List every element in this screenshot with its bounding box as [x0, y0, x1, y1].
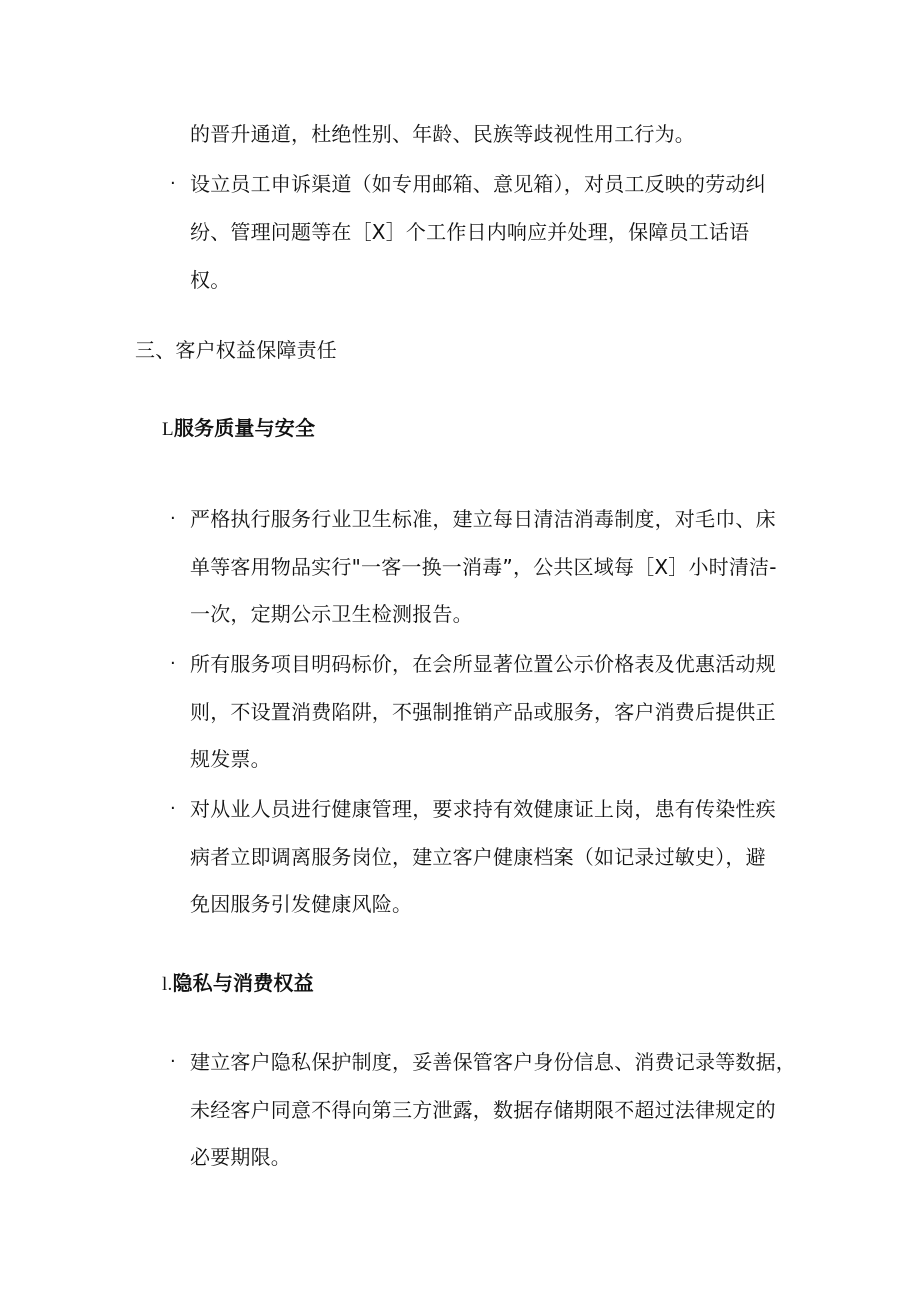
subsection-number: L — [162, 419, 174, 440]
subsection-heading — [162, 969, 314, 999]
bullet-dot: · — [170, 508, 176, 529]
paragraph-line: 纷、管理问题等在［X］个工作日内响应并处理，保障员工话语 — [190, 220, 750, 244]
subsection-title: 服务质量与安全 — [173, 416, 316, 440]
subsection-heading — [162, 414, 315, 444]
subsection-title: 隐私与消费权益 — [172, 971, 314, 995]
paragraph-line: 一次，定期公示卫生检测报告。 — [190, 602, 473, 626]
subsection-number: l. — [162, 974, 173, 995]
bullet-dot: · — [170, 653, 176, 674]
section-heading: 三、客户权益保障责任 — [135, 338, 337, 362]
paragraph-line: 严格执行服务行业卫生标准，建立每日清洁消毒制度，对毛巾、床 — [190, 507, 776, 531]
paragraph-line: 建立客户隐私保护制度，妥善保管客户身份信息、消费记录等数据， — [190, 1050, 796, 1074]
paragraph-line: 未经客户同意不得向第三方泄露，数据存储期限不超过法律规定的 — [190, 1098, 776, 1122]
paragraph-line: 则，不设置消费陷阱，不强制推销产品或服务，客户消费后提供正 — [190, 700, 776, 724]
paragraph-line: 设立员工申诉渠道（如专用邮箱、意见箱），对员工反映的劳动纠 — [190, 172, 766, 196]
bullet-dot: · — [170, 1051, 176, 1072]
paragraph-line: 单等客用物品实行"一客一换一消毒”，公共区域每［X］小时清洁- — [190, 555, 777, 579]
paragraph-line: 规发票。 — [190, 747, 271, 771]
bullet-dot: · — [170, 798, 176, 819]
paragraph-line: 权。 — [190, 268, 231, 292]
paragraph-line: 对从业人员进行健康管理，要求持有效健康证上岗，患有传染性疾 — [190, 797, 776, 821]
bullet-dot: · — [170, 173, 176, 194]
paragraph-line: 免因服务引发健康风险。 — [190, 892, 413, 916]
paragraph-line: 所有服务项目明码标价，在会所显著位置公示价格表及优惠活动规 — [190, 652, 776, 676]
paragraph-line: 的晋升通道，杜绝性别、年龄、民族等歧视性用工行为。 — [190, 122, 695, 146]
paragraph-line: 必要期限。 — [190, 1145, 291, 1169]
paragraph-line: 病者立即调离服务岗位，建立客户健康档案（如记录过敏史），避 — [190, 845, 766, 869]
